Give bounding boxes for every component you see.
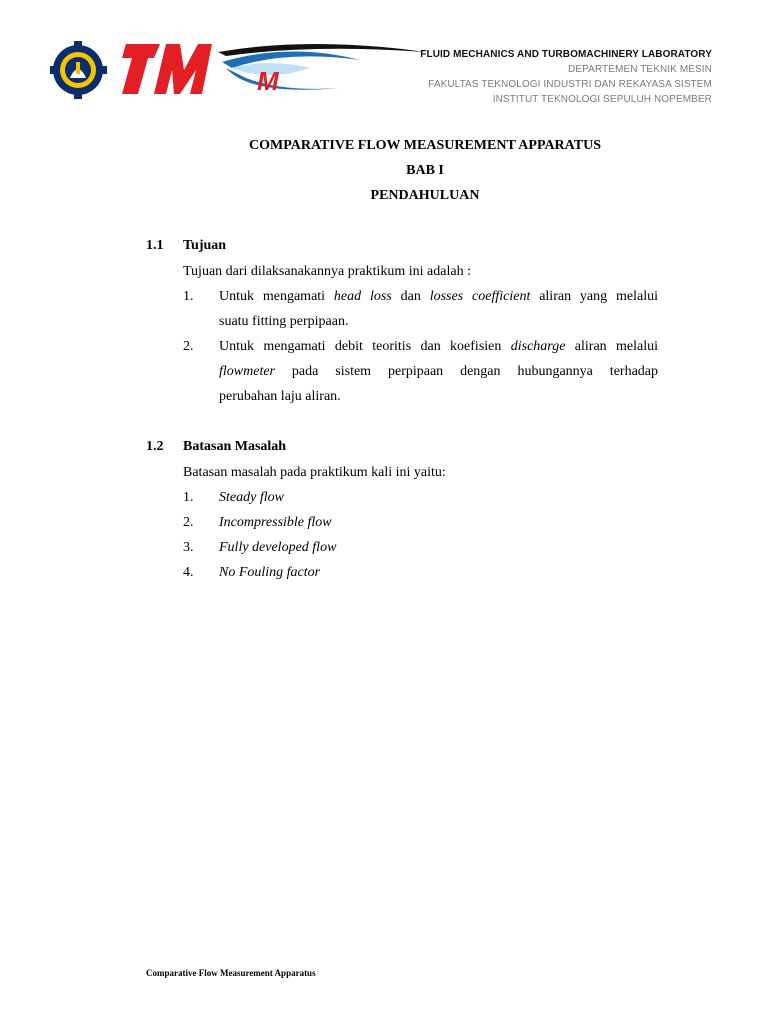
lab-name: FLUID MECHANICS AND TURBOMACHINERY LABORATORY: [420, 49, 712, 60]
section-number: 1.2: [146, 439, 164, 454]
list-item-number: 4.: [183, 565, 194, 580]
section-intro: Batasan masalah pada praktikum kali ini yaitu:: [183, 465, 446, 480]
list-item-number: 1.: [183, 289, 194, 304]
section-title: Batasan Masalah: [183, 439, 287, 454]
list-item-text-cont: suatu fitting perpipaan.: [219, 314, 349, 329]
list-item-text: Untuk mengamati head loss dan losses coefficient aliran yang melalui: [219, 289, 658, 304]
header-logos: [50, 38, 430, 102]
chapter-title: PENDAHULUAN: [370, 188, 480, 203]
section-title: Tujuan: [183, 238, 227, 253]
list-item-text: No Fouling factor: [219, 565, 321, 580]
list-item-text: Untuk mengamati debit teoritis dan koefisien discharge aliran melalui: [219, 339, 658, 354]
list-item-text: Incompressible flow: [219, 515, 332, 530]
section-intro: Tujuan dari dilaksanakannya praktikum ini adalah :: [183, 264, 471, 279]
page-footer: Comparative Flow Measurement Apparatus: [146, 968, 316, 978]
list-item-number: 2.: [183, 515, 194, 530]
document-title: COMPARATIVE FLOW MEASUREMENT APPARATUS: [249, 138, 601, 153]
list-item-number: 3.: [183, 540, 194, 555]
lab-header: [420, 47, 712, 107]
department-name: DEPARTEMEN TEKNIK MESIN: [568, 64, 712, 75]
logo-letter: M: [257, 66, 279, 96]
tm-red-logo: [122, 44, 212, 94]
list-item-number: 1.: [183, 490, 194, 505]
list-item-text: Fully developed flow: [219, 540, 337, 555]
list-item-number: 2.: [183, 339, 194, 354]
faculty-name: FAKULTAS TEKNOLOGI INDUSTRI DAN REKAYASA SISTEM: [428, 79, 712, 90]
m-swoosh-logo: [218, 44, 426, 96]
chapter-label: BAB I: [406, 163, 444, 178]
list-item-text-cont: flowmeter pada sistem perpipaan dengan hubungannya terhadap: [219, 364, 658, 379]
list-item-text: Steady flow: [219, 490, 284, 505]
list-item-text-cont: perubahan laju aliran.: [219, 389, 341, 404]
its-seal-icon: [50, 41, 107, 99]
section-number: 1.1: [146, 238, 164, 253]
institute-name: INSTITUT TEKNOLOGI SEPULUH NOPEMBER: [492, 94, 712, 105]
